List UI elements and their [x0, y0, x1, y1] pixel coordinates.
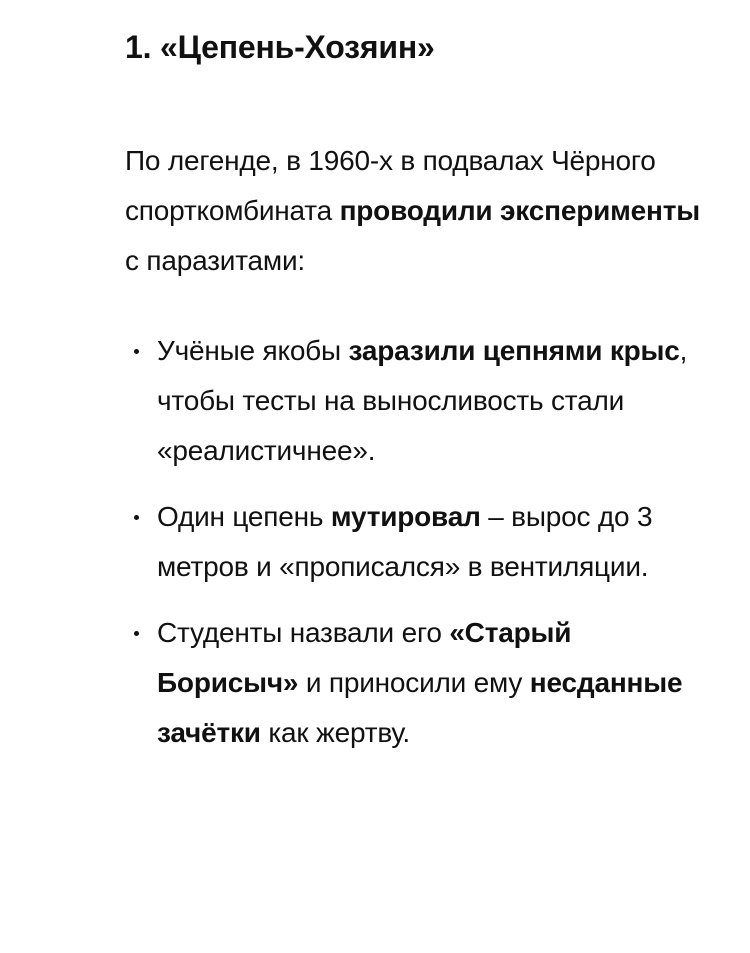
item-emphasis: несданные зачётки — [157, 667, 683, 748]
item-emphasis: заразили цепнями крыс — [348, 335, 680, 366]
intro-text: По легенде, в 1960-х в подвалах Чёрного спорткомбината — [125, 145, 656, 226]
item-text: Учёные якобы — [157, 335, 349, 366]
item-text: как жертву. — [260, 717, 410, 748]
bullet-icon — [134, 349, 139, 354]
article — [125, 22, 715, 774]
list-item — [125, 492, 715, 592]
item-text: , чтобы тесты на выносливость стали «реалистичнее». — [157, 335, 688, 466]
bullet-icon — [134, 515, 139, 520]
item-text: Один цепень — [157, 501, 331, 532]
section-heading: 1. «Цепень-Хозяин» — [125, 29, 435, 65]
intro-emphasis: проводили эксперименты — [339, 195, 700, 226]
item-emphasis: мутировал — [330, 501, 481, 532]
list-item — [125, 608, 715, 758]
item-text: и приносили ему — [298, 667, 530, 698]
bullet-list — [125, 326, 715, 758]
item-text: Студенты назвали его — [157, 617, 450, 648]
bullet-icon — [134, 631, 139, 636]
item-text: – вырос до 3 метров и «прописался» в вентиляции. — [157, 501, 653, 582]
intro-text: с паразитами: — [125, 245, 305, 276]
item-emphasis: «Старый Борисыч» — [157, 617, 572, 698]
list-item — [125, 326, 715, 476]
intro-paragraph — [125, 136, 715, 286]
